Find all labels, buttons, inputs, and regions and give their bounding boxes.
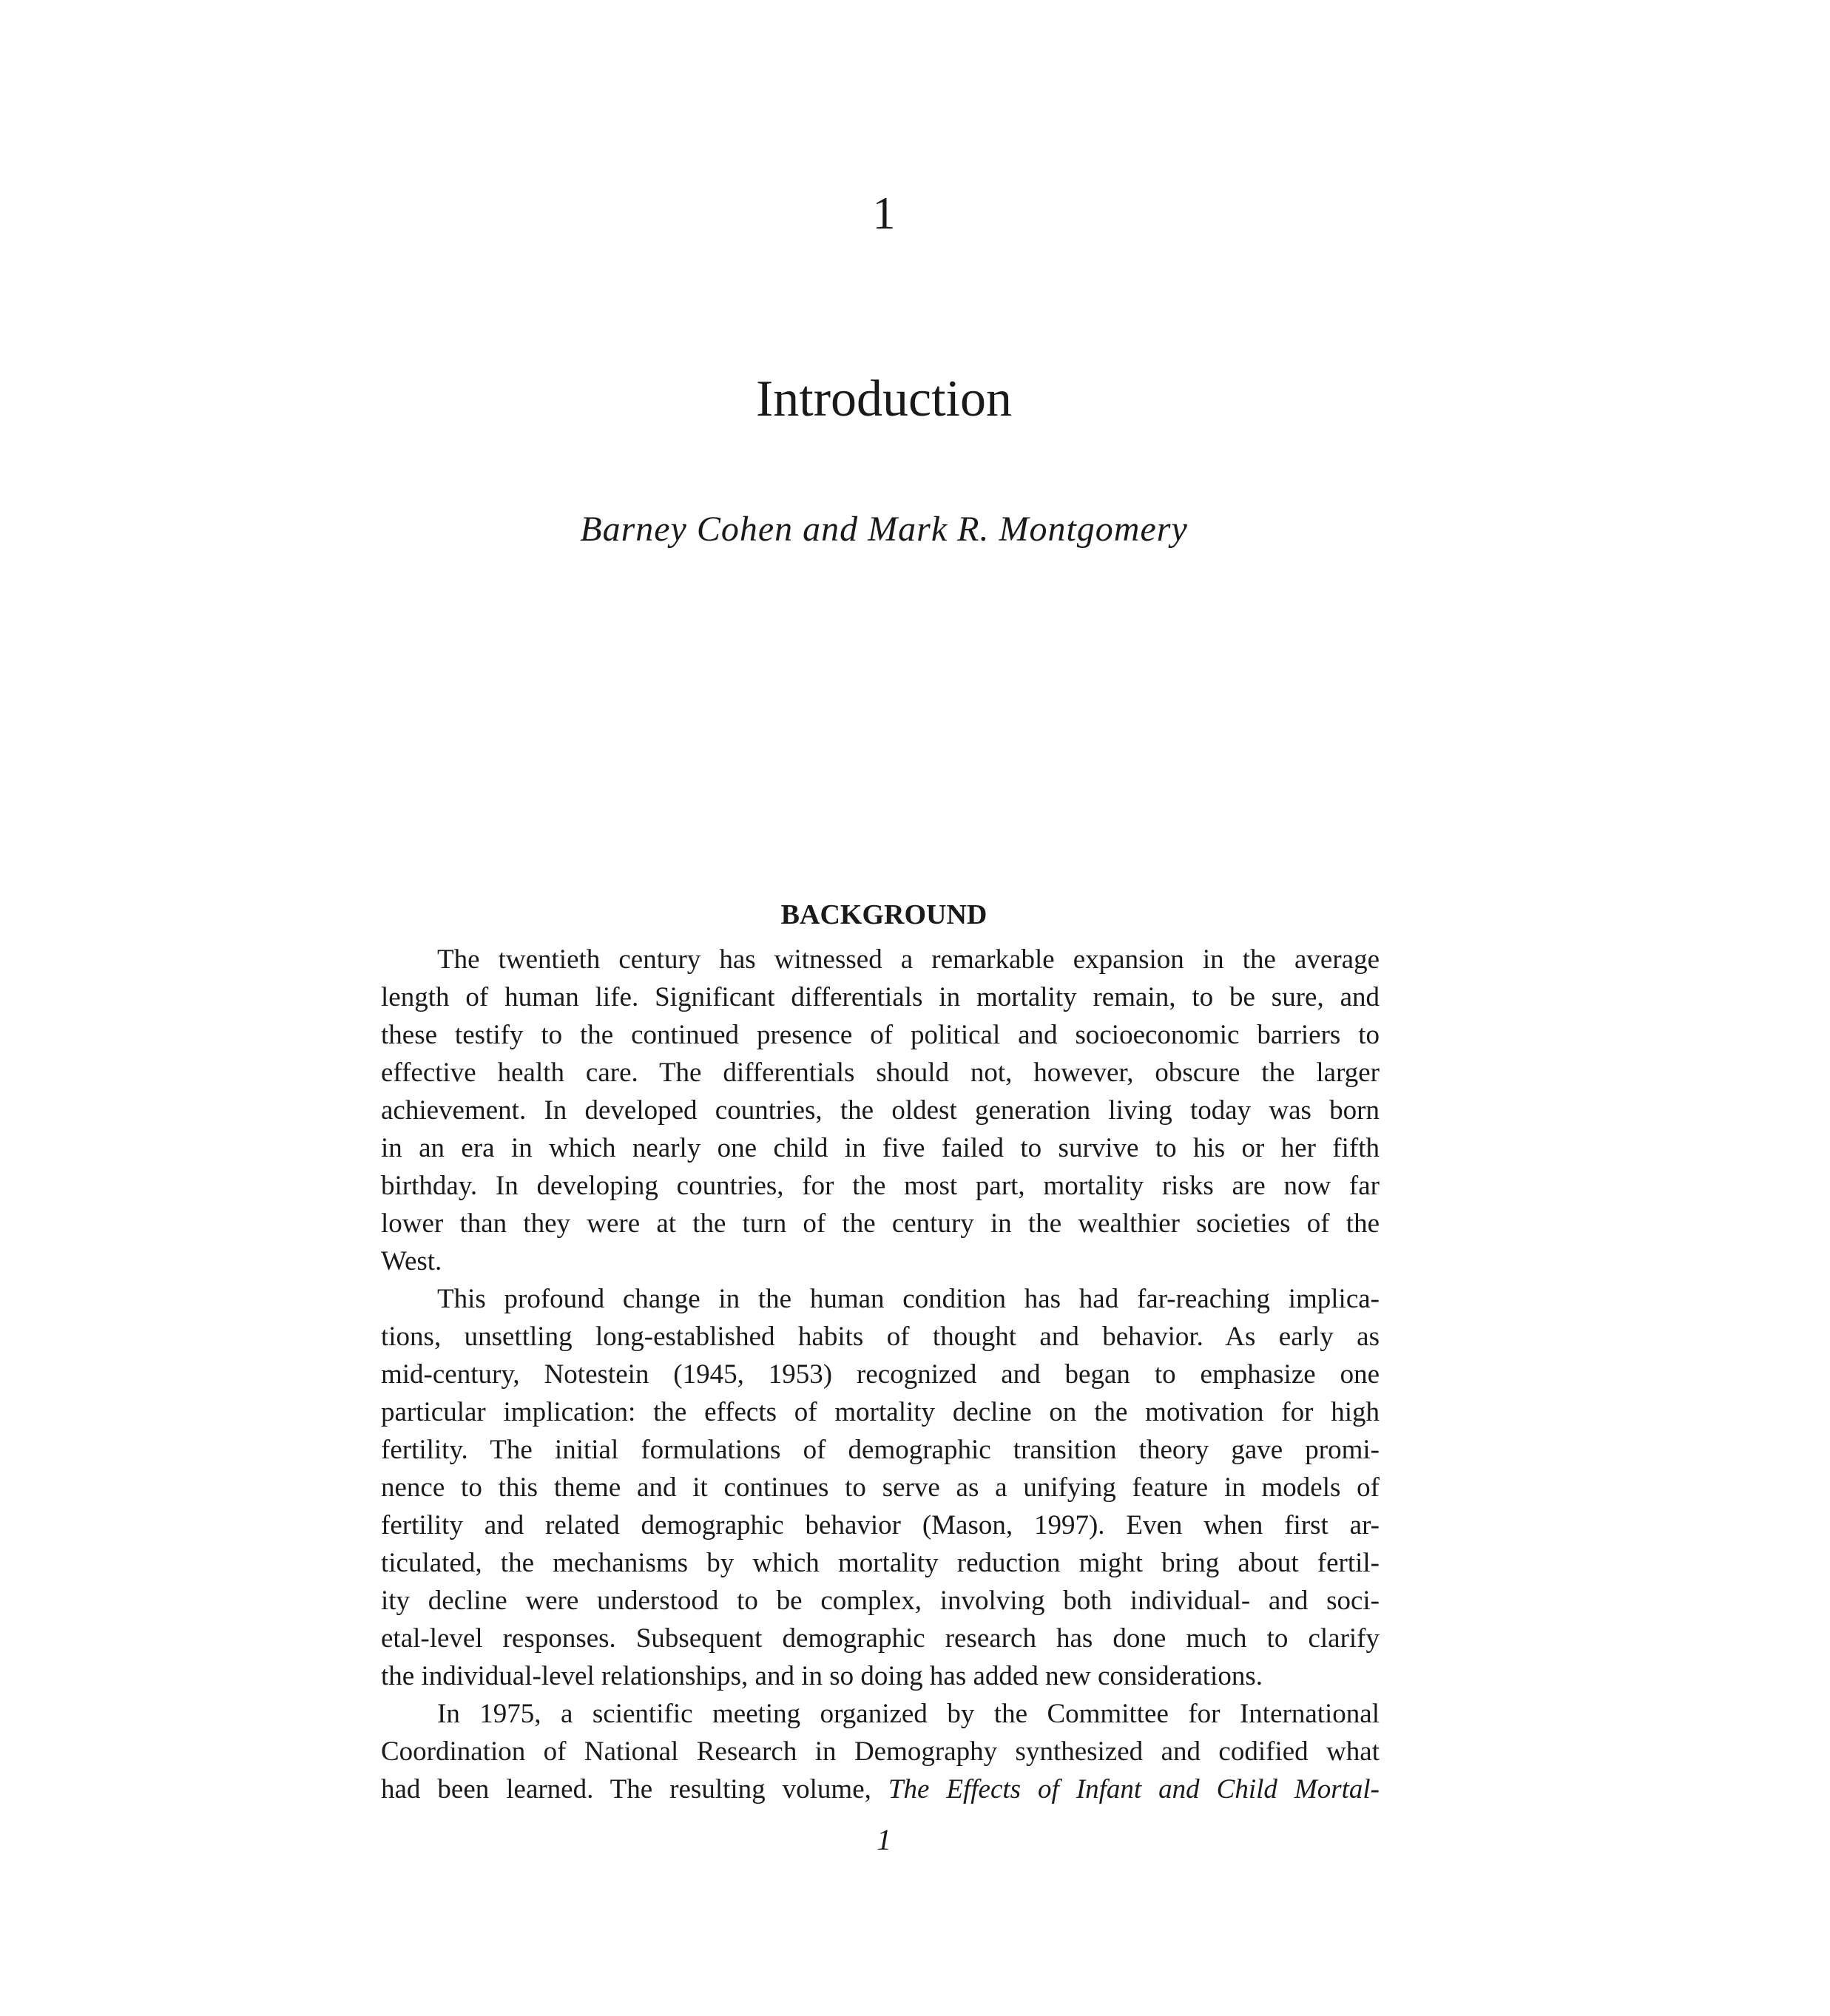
body-line: Coordination of National Research in Demography synthesized and codified what — [381, 1736, 1380, 1767]
body-line: nence to this theme and it continues to serve as a unifying feature in models of — [381, 1472, 1380, 1503]
body-text — [381, 941, 1380, 1808]
body-line: in an era in which nearly one child in five failed to survive to his or her fifth — [381, 1133, 1380, 1163]
body-line: lower than they were at the turn of the century in the wealthier societies of the — [381, 1208, 1380, 1239]
chapter-title: Introduction — [755, 371, 1013, 427]
body-line: fertility. The initial formulations of demographic transition theory gave promi- — [381, 1435, 1380, 1465]
chapter-number: 1 — [872, 189, 896, 239]
body-line: In 1975, a scientific meeting organized by the Committee for International — [437, 1699, 1380, 1729]
body-line: the individual-level relationships, and in so doing has added new considerations. — [381, 1661, 1263, 1691]
page-number: 1 — [877, 1823, 891, 1856]
body-line-text: had been learned. The resulting volume, — [381, 1774, 871, 1804]
body-line: achievement. In developed countries, the oldest generation living today was born — [381, 1095, 1380, 1126]
body-line: This profound change in the human condition has had far-reaching implica- — [437, 1284, 1380, 1314]
body-line: The twentieth century has witnessed a remarkable expansion in the average — [437, 944, 1380, 975]
book-title: The Effects of Infant and Child Mortal- — [888, 1774, 1380, 1804]
body-line: ticulated, the mechanisms by which mortality reduction might bring about fertil- — [381, 1548, 1380, 1578]
body-line: mid-century, Notestein (1945, 1953) recognized and began to emphasize one — [381, 1359, 1380, 1390]
body-line: tions, unsettling long-established habits of thought and behavior. As early as — [381, 1322, 1380, 1352]
body-line: these testify to the continued presence of political and socioeconomic barriers to — [381, 1020, 1380, 1050]
body-line: birthday. In developing countries, for the most part, mortality risks are now far — [381, 1171, 1380, 1201]
body-line: effective health care. The differentials should not, however, obscure the larger — [381, 1058, 1380, 1088]
body-line: etal-level responses. Subsequent demographic research has done much to clarify — [381, 1623, 1380, 1654]
body-line: length of human life. Significant differentials in mortality remain, to be sure, and — [381, 982, 1380, 1012]
section-heading: BACKGROUND — [780, 899, 987, 930]
body-line: particular implication: the effects of mortality decline on the motivation for high — [381, 1397, 1380, 1427]
body-line-final — [381, 1770, 1380, 1808]
body-line: fertility and related demographic behavior (Mason, 1997). Even when first ar- — [381, 1510, 1380, 1540]
body-line: ity decline were understood to be complex, involving both individual- and soci- — [381, 1586, 1380, 1616]
chapter-authors: Barney Cohen and Mark R. Montgomery — [580, 510, 1188, 549]
body-line: West. — [381, 1246, 442, 1276]
